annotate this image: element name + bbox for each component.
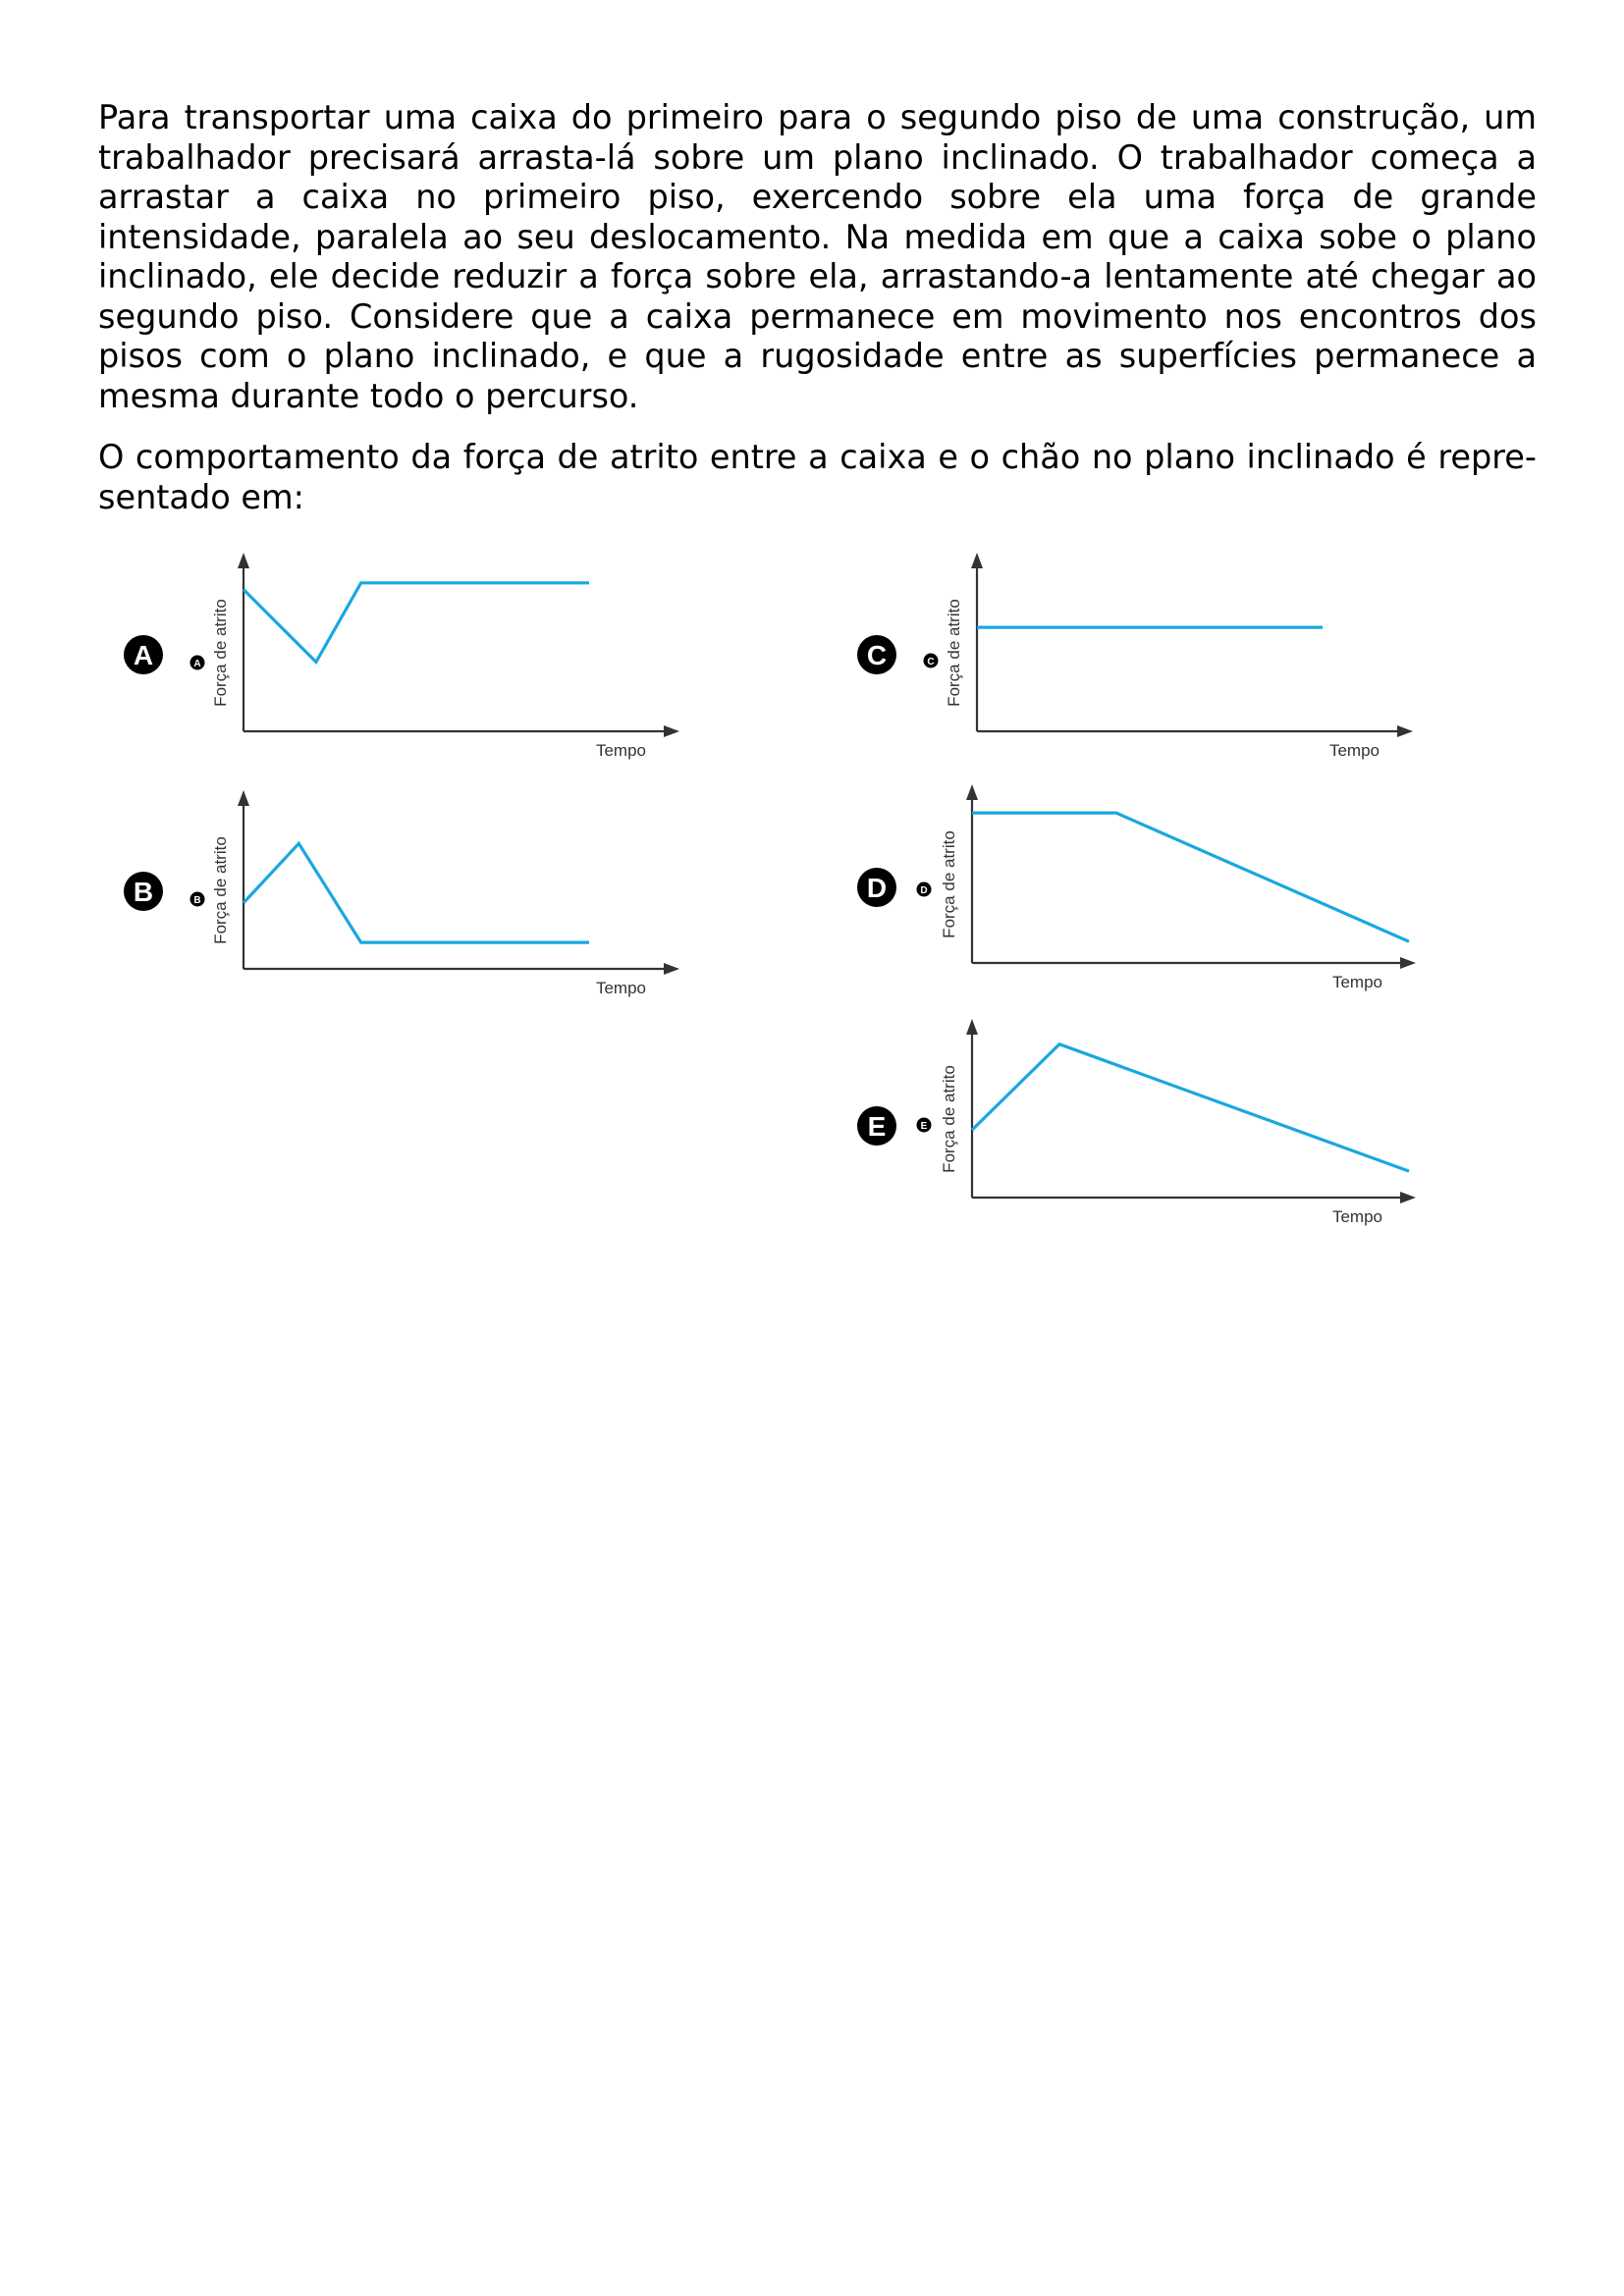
- option-b-graph: [124, 790, 679, 997]
- option-letter: C: [866, 640, 888, 670]
- small-marker-letter: D: [920, 885, 928, 896]
- option-c-graph: [857, 553, 1413, 760]
- option-letter: E: [867, 1111, 887, 1142]
- y-axis-label: Força de atrito: [945, 599, 963, 707]
- x-axis-label: Tempo: [595, 741, 646, 760]
- small-marker-letter: E: [920, 1121, 928, 1132]
- friction-curve: [972, 1044, 1409, 1171]
- x-axis-arrow-icon: [1400, 957, 1416, 969]
- option-e-graph: [857, 1019, 1416, 1226]
- x-axis-label: Tempo: [1328, 741, 1380, 760]
- option-d-graph: [857, 784, 1416, 991]
- y-axis-label: Força de atrito: [211, 599, 230, 707]
- x-axis-arrow-icon: [664, 725, 679, 737]
- question-prompt: O comportamento da força de atrito entre a caixa e o chão no plano inclinado é repre-sentado em:: [98, 438, 1537, 516]
- small-marker-letter: C: [927, 657, 935, 667]
- x-axis-label: Tempo: [1331, 1207, 1382, 1226]
- x-axis-arrow-icon: [1400, 1192, 1416, 1203]
- x-axis-label: Tempo: [595, 979, 646, 997]
- small-marker-letter: A: [193, 659, 201, 669]
- y-axis-arrow-icon: [238, 790, 249, 806]
- y-axis-label: Força de atrito: [211, 836, 230, 944]
- option-letter: B: [133, 877, 154, 907]
- option-letter: A: [133, 640, 154, 670]
- question-statement: Para transportar uma caixa do primeiro para o segundo piso de uma construção, um trabalhador precisará arrasta-lá sobre um plano inclinado. O trabalhador começa a arrastar a caixa no primeiro piso, exercendo sobre ela uma força de grande intensidade, paralela ao seu deslocamento. Na medida em que a caixa sobe o plano inclinado, ele decide reduzir a força sobre ela, arrastando-a lentamente até chegar ao segundo piso. Considere que a caixa permanece em movimento nos encontros dos pisos com o plano inclinado, e que a rugosidade entre as superfícies permanece a mesma durante todo o percurso.: [98, 98, 1537, 415]
- friction-curve: [972, 813, 1409, 941]
- option-a-graph: [124, 553, 679, 760]
- friction-curve: [244, 843, 589, 942]
- y-axis-arrow-icon: [238, 553, 249, 568]
- option-letter: D: [866, 873, 888, 903]
- friction-curve: [244, 583, 589, 663]
- y-axis-arrow-icon: [966, 1019, 978, 1035]
- y-axis-arrow-icon: [971, 553, 983, 568]
- small-marker-letter: B: [193, 895, 201, 906]
- y-axis-label: Força de atrito: [940, 1065, 958, 1173]
- y-axis-label: Força de atrito: [940, 830, 958, 938]
- x-axis-arrow-icon: [664, 963, 679, 975]
- y-axis-arrow-icon: [966, 784, 978, 800]
- x-axis-arrow-icon: [1397, 725, 1413, 737]
- x-axis-label: Tempo: [1331, 973, 1382, 991]
